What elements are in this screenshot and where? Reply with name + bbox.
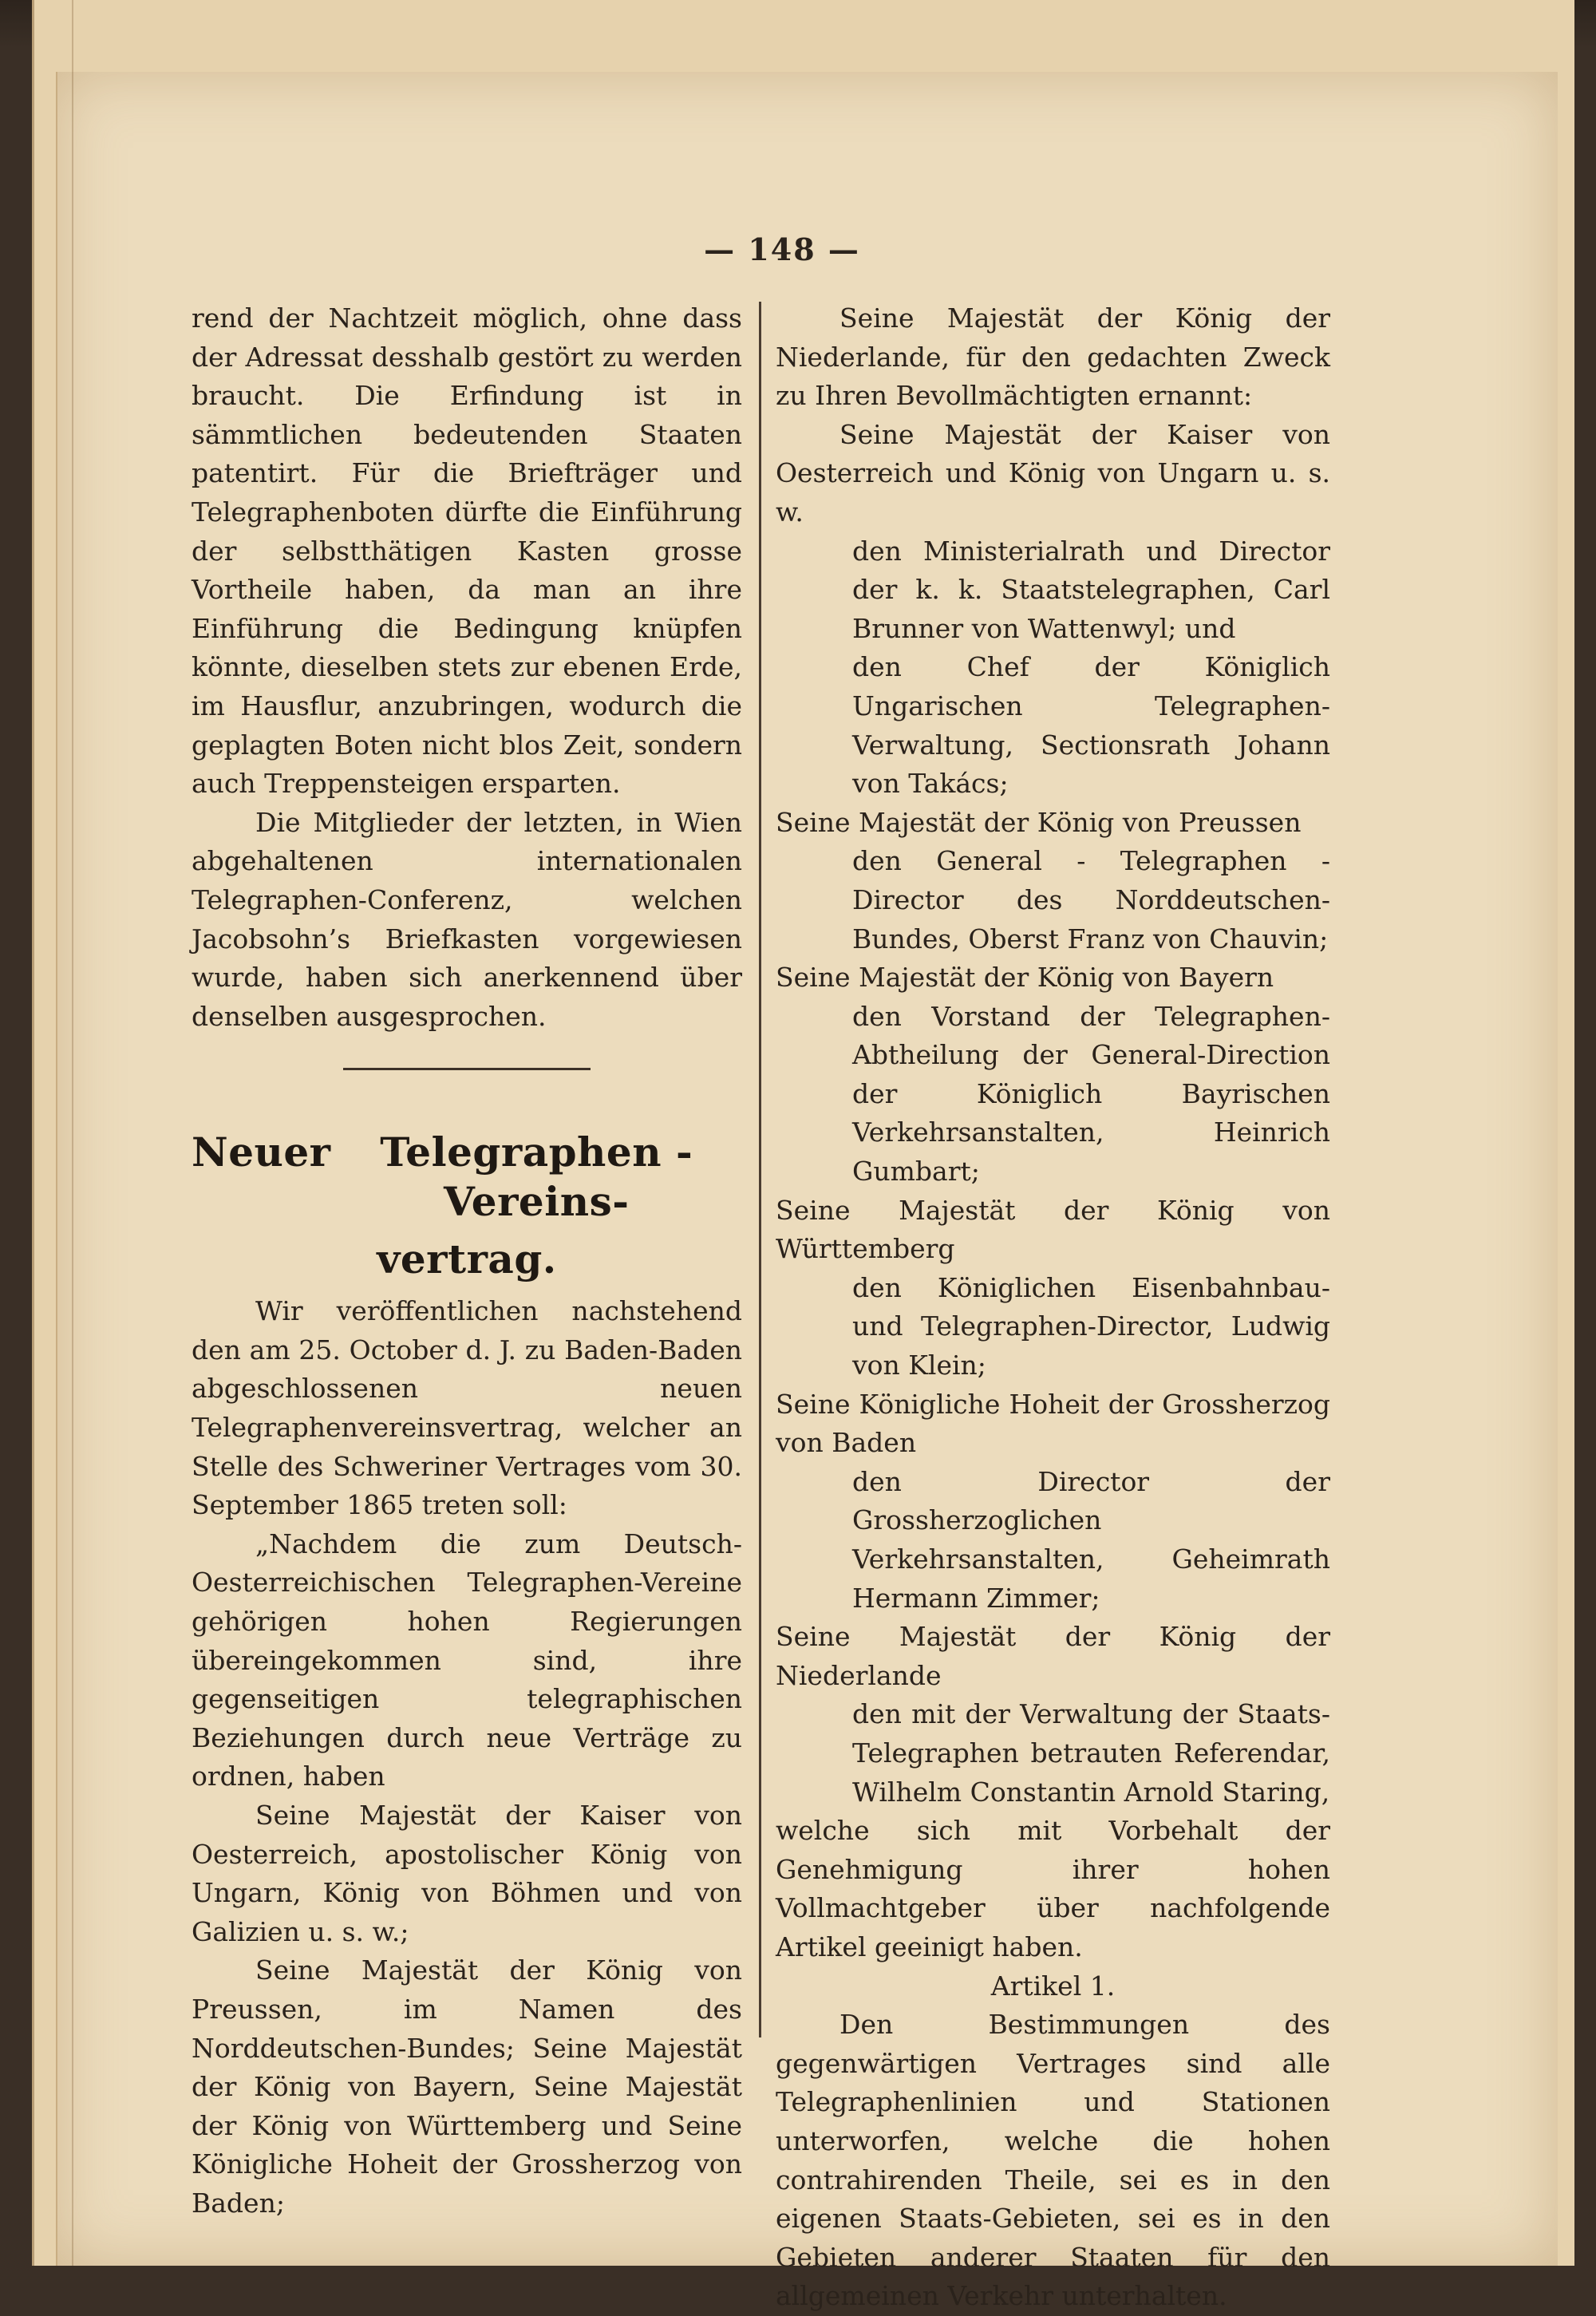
paragraph: Seine Majestät der König von Württemberg bbox=[776, 1194, 1330, 1265]
right-column bbox=[776, 299, 1330, 2316]
paragraph: Wir veröffentlichen nachstehend den am 25. October d. J. zu Baden-Baden abgeschlossenen neuen Telegraphenvereinsvertrag, welcher an Stelle des Schweriner Vertrages vom 30. September 1865 treten soll: bbox=[192, 1295, 742, 1521]
article-headline-line2: vertrag. bbox=[377, 1235, 557, 1283]
paragraph: Seine Majestät der König von Preussen bbox=[776, 806, 1302, 838]
paragraph: rend der Nachtzeit möglich, ohne dass der Adressat desshalb gestört zu werden braucht. Die Erfindung ist in sämmtlichen bedeutenden Staaten patentirt. Für die Briefträger und Telegraphenboten dürfte die Einführung der selbstthätigen Kasten grosse Vortheile haben, da man an ihre Einführung die Bedingung knüpfen könnte, dieselben stets zur ebenen Erde, im Hausflur, anzubringen, wodurch die geplagten Boten nicht blos Zeit, sondern auch Treppensteigen ersparten. bbox=[192, 302, 742, 800]
paragraph: den Ministerialrath und Director der k. k. Staatstelegraphen, Carl Brunner von Wattenwyl; und bbox=[852, 535, 1330, 644]
paragraph: Seine Majestät der König der Niederlande bbox=[776, 1621, 1330, 1691]
left-column bbox=[192, 299, 742, 2223]
paragraph: welche sich mit Vorbehalt der Genehmigung ihrer hohen Vollmachtgeber über nachfolgende Artikel geeinigt haben. bbox=[776, 1815, 1330, 1962]
section-rule bbox=[343, 1068, 591, 1070]
paragraph: Seine Majestät der Kaiser von Oesterreich und König von Ungarn u. s. w. bbox=[776, 418, 1330, 528]
headline-word: Telegraphen - Vereins- bbox=[380, 1128, 693, 1226]
headline-word: Neuer bbox=[192, 1128, 331, 1176]
artikel-heading: Artikel 1. bbox=[990, 1970, 1116, 2002]
paragraph: Seine Königliche Hoheit der Grossherzog von Baden bbox=[776, 1388, 1330, 1459]
page-fold-line bbox=[72, 0, 73, 2266]
paragraph: den Chef der Königlich Ungarischen Telegraphen-Verwaltung, Sectionsrath Johann von Takács; bbox=[852, 651, 1330, 800]
paragraph: Die Mitglieder der letzten, in Wien abgehaltenen internationalen Telegraphen-Conferenz, welchen Jacobsohn’s Briefkasten vorgewiesen wurde, haben sich anerkennend über denselben ausgesprochen. bbox=[192, 806, 742, 1032]
paragraph: Den Bestimmungen des gegenwärtigen Vertrages sind alle Telegraphenlinien und Stationen unterworfen, welche die hohen contrahirenden Theile, sei es in den eigenen Staats-Gebieten, sei es in den Gebieten anderer Staaten für den allgemeinen Verkehr unterhalten. bbox=[776, 2009, 1330, 2312]
paragraph: Seine Majestät der Kaiser von Oesterreich, apostolischer König von Ungarn, König von Böhmen und von Galizien u. s. w.; bbox=[192, 1800, 742, 1947]
paragraph: Seine Majestät der König der Niederlande, für den gedachten Zweck zu Ihren Bevollmächtigten ernannt: bbox=[776, 302, 1330, 412]
page-number: — 148 — bbox=[704, 231, 860, 267]
column-divider bbox=[759, 302, 761, 2037]
paragraph: den mit der Verwaltung der Staats-Telegraphen betrauten Referendar, Wilhelm Constantin Arnold Staring, bbox=[852, 1698, 1330, 1808]
paragraph: den Vorstand der Telegraphen-Abtheilung der General-Direction der Königlich Bayrischen Verkehrsanstalten, Heinrich Gumbart; bbox=[852, 1000, 1330, 1188]
paragraph: den Königlichen Eisenbahnbau- und Telegraphen-Director, Ludwig von Klein; bbox=[852, 1271, 1330, 1381]
paragraph: den General - Telegraphen - Director des Norddeutschen-Bundes, Oberst Franz von Chauvin; bbox=[852, 845, 1330, 954]
paragraph: den Director der Grossherzoglichen Verkehrsanstalten, Geheimrath Hermann Zimmer; bbox=[852, 1465, 1330, 1614]
paragraph: Seine Majestät der König von Bayern bbox=[776, 962, 1274, 994]
paragraph: „Nachdem die zum Deutsch-Oesterreichischen Telegraphen-Vereine gehörigen hohen Regierungen übereingekommen sind, ihre gegenseitigen telegraphischen Beziehungen durch neue Verträge zu ordnen, haben bbox=[192, 1528, 742, 1792]
article-headline bbox=[192, 1128, 742, 1227]
paragraph: Seine Majestät der König von Preussen, im Namen des Norddeutschen-Bundes; Seine Majestät der König von Bayern, Seine Majestät der König von Württemberg und Seine Königliche Hoheit der Grossherzog von Baden; bbox=[192, 1954, 742, 2219]
